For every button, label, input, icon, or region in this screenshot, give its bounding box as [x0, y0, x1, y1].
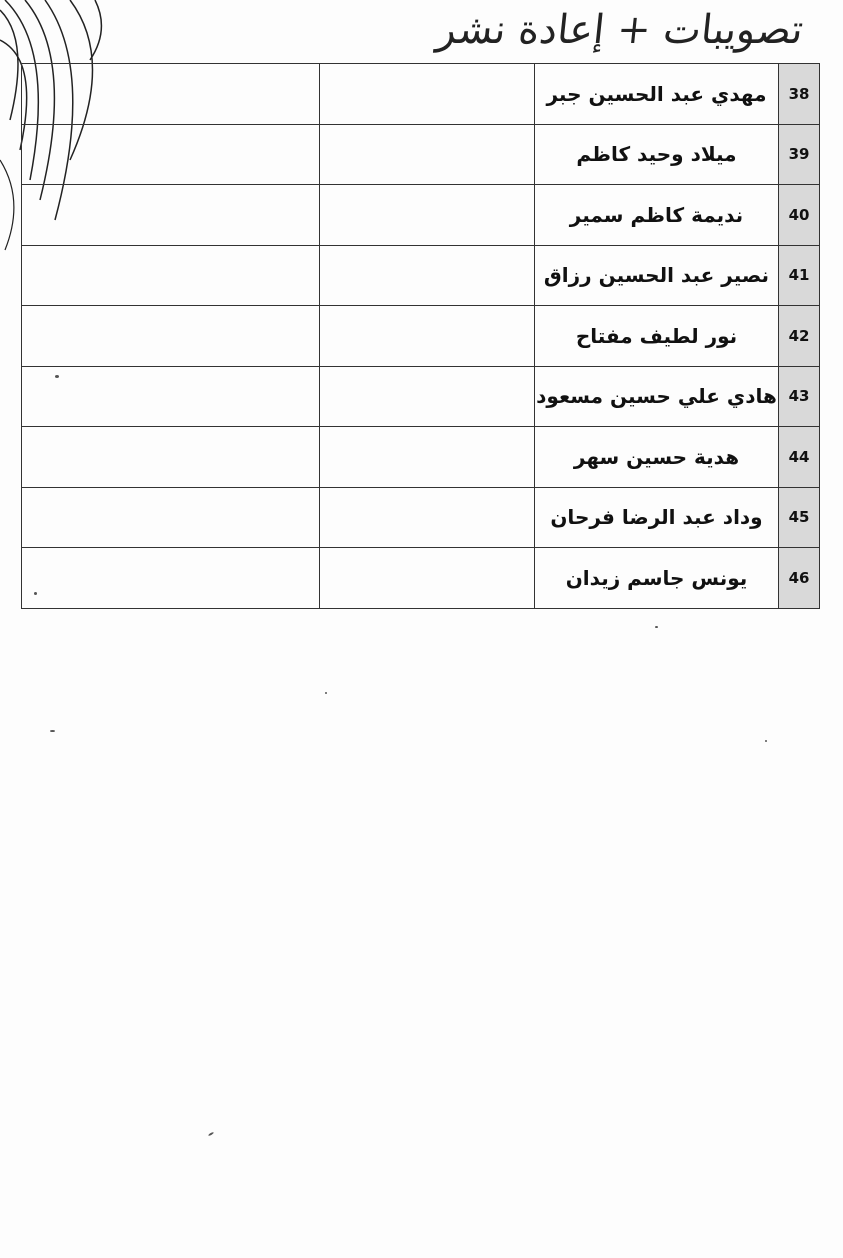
scan-speck [655, 626, 658, 628]
row-name: نور لطيف مفتاح [535, 306, 779, 367]
page-title: تصويبات + إعادة نشر [434, 7, 806, 53]
blank-cell [22, 124, 320, 185]
row-name: وداد عبد الرضا فرحان [535, 487, 779, 548]
blank-cell [320, 548, 535, 609]
row-number: 45 [779, 487, 820, 548]
row-name: يونس جاسم زيدان [535, 548, 779, 609]
row-number: 46 [779, 548, 820, 609]
row-name: نديمة كاظم سمير [535, 185, 779, 246]
row-name: مهدي عبد الحسين جبر [535, 64, 779, 125]
scan-speck [208, 1132, 214, 1137]
blank-cell [22, 245, 320, 306]
row-name: ميلاد وحيد كاظم [535, 124, 779, 185]
row-name: نصير عبد الحسين رزاق [535, 245, 779, 306]
blank-cell [320, 427, 535, 488]
row-number: 43 [779, 366, 820, 427]
table-row [22, 64, 820, 125]
row-number: 38 [779, 64, 820, 125]
blank-cell [22, 185, 320, 246]
blank-cell [320, 124, 535, 185]
scan-speck [55, 375, 59, 378]
blank-cell [22, 366, 320, 427]
table-row [22, 306, 820, 367]
blank-cell [320, 306, 535, 367]
blank-cell [22, 427, 320, 488]
names-table [21, 63, 820, 609]
blank-cell [22, 64, 320, 125]
table-row [22, 366, 820, 427]
row-number: 39 [779, 124, 820, 185]
row-number: 40 [779, 185, 820, 246]
scan-speck [765, 740, 767, 742]
table-row [22, 185, 820, 246]
blank-cell [22, 487, 320, 548]
row-name: هدية حسين سهر [535, 427, 779, 488]
blank-cell [22, 306, 320, 367]
scan-speck [325, 692, 327, 694]
row-number: 42 [779, 306, 820, 367]
blank-cell [320, 185, 535, 246]
table-row [22, 427, 820, 488]
blank-cell [320, 366, 535, 427]
row-name: هادي علي حسين مسعود [535, 366, 779, 427]
blank-cell [320, 64, 535, 125]
table-row [22, 548, 820, 609]
table-row [22, 124, 820, 185]
scan-speck [34, 592, 37, 595]
names-table-body [22, 64, 820, 609]
row-number: 44 [779, 427, 820, 488]
blank-cell [320, 487, 535, 548]
table-row [22, 245, 820, 306]
scan-speck [50, 730, 55, 732]
row-number: 41 [779, 245, 820, 306]
blank-cell [320, 245, 535, 306]
table-row [22, 487, 820, 548]
blank-cell [22, 548, 320, 609]
